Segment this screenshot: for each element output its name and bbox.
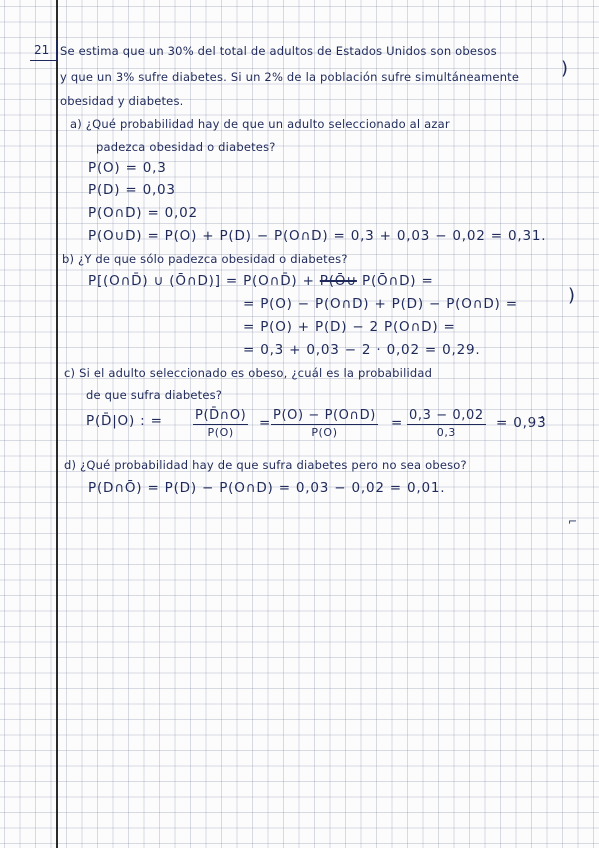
- part-c-fraction-3: [407, 408, 486, 439]
- part-a-question-line-2: padezca obesidad o diabetes?: [96, 140, 276, 154]
- part-b-step-3: = P(O) + P(D) − 2 P(O∩D) =: [243, 319, 456, 335]
- margin-line: [56, 0, 58, 848]
- part-c-fraction-3-numerator: 0,3 − 0,02: [409, 408, 484, 423]
- part-a-step-1: P(O) = 0,3: [88, 160, 167, 176]
- part-b-struck-text: P(Ō∪: [319, 273, 357, 289]
- part-c-equals-1: =: [259, 415, 272, 431]
- part-c-fraction-3-denominator: 0,3: [436, 426, 457, 439]
- part-a-step-3: P(O∩D) = 0,02: [88, 205, 198, 221]
- part-b-step-4: = 0,3 + 0,03 − 2 · 0,02 = 0,29.: [243, 342, 481, 358]
- part-c-fraction-2-denominator: P(O): [311, 426, 338, 439]
- margin-check-mark: ): [561, 58, 569, 79]
- part-c-fraction-2-numerator: P(O) − P(O∩D): [273, 408, 376, 423]
- part-d-step-1: P(D∩Ō) = P(D) − P(O∩D) = 0,03 − 0,02 = 0,01.: [88, 480, 446, 496]
- part-c-question-line-1: c) Si el adulto seleccionado es obeso, ¿cuál es la probabilidad: [64, 366, 433, 380]
- margin-tick-mark: ⌐: [568, 515, 578, 528]
- part-a-step-4: P(O∪D) = P(O) + P(D) − P(O∩D) = 0,3 + 0,03 − 0,02 = 0,31.: [88, 228, 547, 244]
- part-c-result: = 0,93̂: [496, 415, 547, 431]
- part-c-lhs: P(D̄|O) : =: [86, 413, 163, 429]
- statement-line-3: obesidad y diabetes.: [60, 94, 184, 108]
- part-c-equals-2: =: [391, 415, 404, 431]
- part-c-fraction-1-denominator: P(O): [207, 426, 234, 439]
- part-b-step-1-start: P[(O∩D̄) ∪ (Ō∩D)] = P(O∩D̄) +: [88, 273, 315, 289]
- part-b-step-1-end: P(Ō∩D) =: [362, 273, 434, 289]
- problem-number: 21: [34, 43, 50, 57]
- part-c-question-line-2: de que sufra diabetes?: [86, 388, 223, 402]
- part-c-fraction-1-numerator: P(D̄∩O): [195, 408, 247, 423]
- statement-line-1: Se estima que un 30% del total de adultos de Estados Unidos son obesos: [60, 44, 497, 58]
- margin-check-mark: ): [568, 285, 576, 306]
- part-d-question: d) ¿Qué probabilidad hay de que sufra diabetes pero no sea obeso?: [64, 458, 467, 472]
- statement-line-2: y que un 3% sufre diabetes. Si un 2% de la población sufre simultáneamente: [60, 70, 520, 84]
- part-b-step-1: [88, 273, 434, 289]
- part-a-step-2: P(D) = 0,03: [88, 182, 176, 198]
- part-a-question-line-1: a) ¿Qué probabilidad hay de que un adulto seleccionado al azar: [70, 117, 450, 131]
- part-c-fraction-1: [193, 408, 248, 439]
- part-b-step-2: = P(O) − P(O∩D) + P(D) − P(O∩D) =: [243, 296, 518, 312]
- part-c-fraction-2: [271, 408, 378, 439]
- part-b-question: b) ¿Y de que sólo padezca obesidad o diabetes?: [62, 252, 348, 266]
